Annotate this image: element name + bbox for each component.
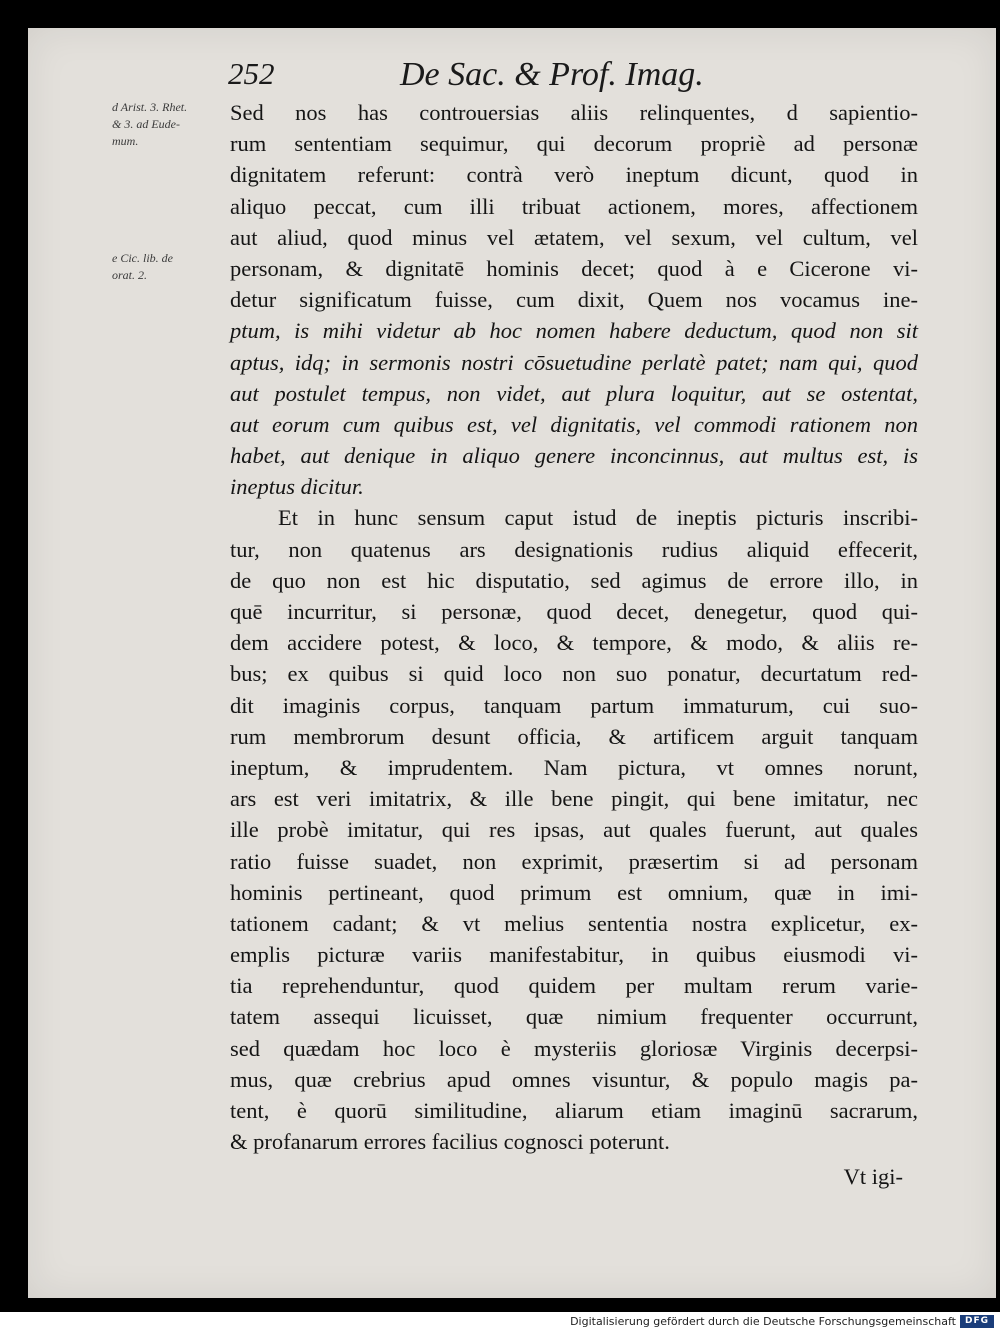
text-line: ineptum, & imprudentem. Nam pictura, vt omnes norunt, [230, 754, 918, 780]
margin-note-d: d Arist. 3. Rhet. & 3. ad Eude- mum. [112, 100, 188, 148]
quotation-line: ineptus dicitur. [230, 474, 364, 500]
text-line: rum membrorum desunt officia, & artificem arguit tanquam [230, 723, 918, 749]
text-line: ille probè imitatur, qui res ipsas, aut quales fuerunt, aut quales [230, 817, 918, 843]
text-line: ars est veri imitatrix, & ille bene pingit, qui bene imitatur, nec [230, 786, 918, 812]
catchword: Vt igi- [843, 1164, 903, 1189]
quotation-line: aut eorum cum quibus est, vel dignitatis, vel commodi rationem non [230, 411, 918, 437]
text-line: bus; ex quibus si quid loco non suo ponatur, decurtatum red- [230, 661, 918, 687]
text-line: dignitatem referunt: contrà verò ineptum dicunt, quod in [230, 162, 918, 188]
quotation-line: aut postulet tempus, non videt, aut plura loquitur, aut se ostentat, [230, 380, 918, 406]
text-line: emplis picturæ variis manifestabitur, in quibus eiusmodi vi- [230, 942, 918, 968]
quotation-line: ptum, is mihi videtur ab hoc nomen habere deductum, quod non sit [230, 318, 918, 344]
digitization-footer [0, 1312, 1000, 1332]
quotation-line: aptus, idq; in sermonis nostri cōsuetudine perlatè patet; nam qui, quod [230, 349, 918, 375]
text-line: personam, & dignitatē hominis decet; quod à e Cicerone vi- [230, 255, 918, 281]
text-line: tent, è quorū similitudine, aliarum etiam imaginū sacrarum, [230, 1098, 918, 1123]
text-line: aut aliud, quod minus vel ætatem, vel sexum, vel cultum, vel [230, 224, 918, 250]
text-line: de quo non est hic disputatio, sed agimus de errore illo, in [230, 567, 918, 593]
dfg-logo-icon: DFG [960, 1315, 994, 1328]
text-line: aliquo peccat, cum illi tribuat actionem, mores, affectionem [230, 193, 918, 219]
text-line: rum sententiam sequimur, qui decorum propriè ad personæ [230, 131, 918, 157]
text-line: detur significatum fuisse, cum dixit, Quem nos vocamus ine- [230, 287, 918, 313]
text-line: dit imaginis corpus, tanquam partum immaturum, cui suo- [230, 692, 918, 718]
text-line: hominis pertineant, quod primum est omnium, quæ in imi- [230, 879, 918, 905]
text-line: tationem cadant; & vt melius sententia nostra explicetur, ex- [230, 910, 918, 936]
page-number: 252 [228, 56, 275, 91]
text-line: quē incurritur, si personæ, quod decet, denegetur, quod qui- [230, 599, 918, 624]
footer-credit: Digitalisierung gefördert durch die Deutsche Forschungsgemeinschaft [570, 1315, 956, 1328]
margin-note-e: e Cic. lib. de orat. 2. [112, 251, 173, 282]
running-title: De Sac. & Prof. Imag. [400, 56, 704, 93]
text-line: mus, quæ crebrius apud omnes visuntur, & populo magis pa- [230, 1066, 918, 1092]
text-line: sed quædam hoc loco è mysteriis gloriosæ Virginis decerpsi- [230, 1035, 918, 1061]
text-line: ratio fuisse suadet, non exprimit, præsertim si ad personam [230, 848, 918, 874]
text-line: Sed nos has controuersias aliis relinquentes, d sapientio- [230, 100, 918, 125]
quotation-line: habet, aut denique in aliquo genere inconcinnus, aut multus est, is [230, 443, 918, 469]
text-line: Et in hunc sensum caput istud de ineptis picturis inscribi- [278, 505, 918, 531]
body-text [230, 97, 918, 1157]
text-line: tia reprehenduntur, quod quidem per multam rerum varie- [230, 973, 918, 999]
text-line: dem accidere potest, & loco, & tempore, & modo, & aliis re- [230, 630, 918, 656]
text-line: & profanarum errores facilius cognosci poterunt. [230, 1129, 670, 1155]
text-line: tur, non quatenus ars designationis rudius aliquid effecerit, [230, 536, 918, 562]
text-line: tatem assequi licuisset, quæ nimium frequenter occurrunt, [230, 1004, 918, 1030]
